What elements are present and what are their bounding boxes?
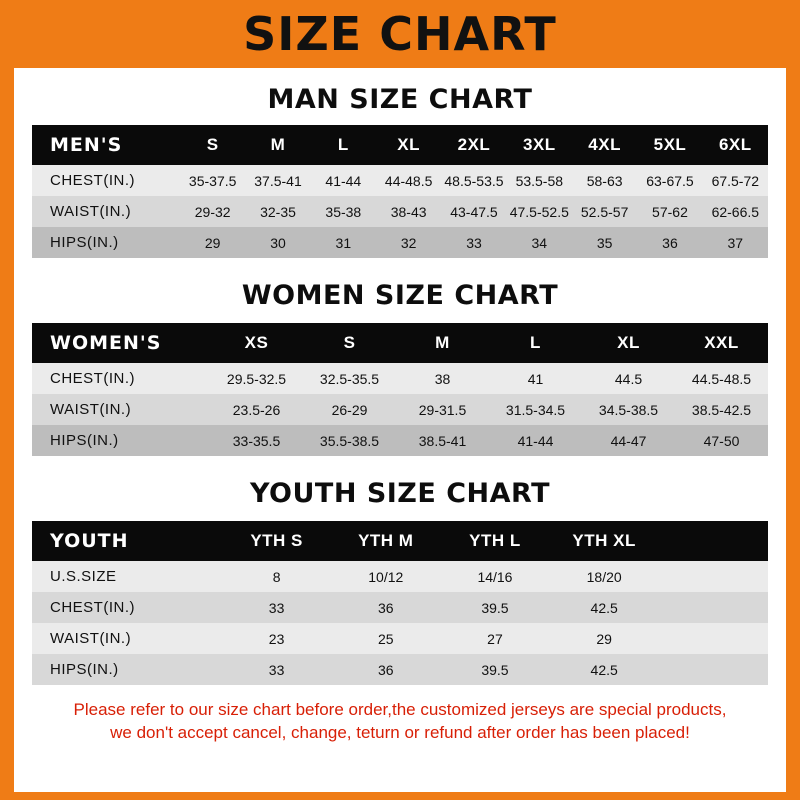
- table-cell: 26-29: [331, 401, 368, 418]
- table-cell: 14/16: [477, 568, 513, 585]
- table-cell: 36: [377, 599, 394, 616]
- table-cell: 31.5-34.5: [505, 401, 566, 418]
- table-cell: 32.5-35.5: [319, 370, 380, 387]
- table-cell: 39.5: [481, 661, 509, 678]
- table-cell: 34.5-38.5: [598, 401, 659, 418]
- women-size-table: [32, 323, 768, 456]
- table-cell: 32-35: [260, 203, 296, 220]
- table-cell: 47.5-52.5: [509, 203, 569, 220]
- table-header-row: [32, 521, 768, 561]
- notice-text: [32, 699, 768, 745]
- column-header: XL: [397, 135, 421, 154]
- table-row: [32, 425, 768, 456]
- table-cell: 67.5-72: [711, 172, 760, 189]
- table-cell: 44.5: [614, 370, 643, 387]
- column-header: 3XL: [522, 135, 556, 154]
- column-header: L: [337, 135, 349, 154]
- row-label: WAIST(IN.): [50, 203, 132, 220]
- table-cell: 32: [400, 234, 417, 251]
- notice-line-2: we don't accept cancel, change, teturn or refund after order has been placed!: [110, 722, 690, 742]
- man-size-section: [14, 84, 786, 258]
- table-cell: 29-32: [194, 203, 231, 220]
- man-section-title: MAN SIZE CHART: [267, 84, 533, 115]
- column-header: 4XL: [588, 135, 621, 154]
- table-cell: 39.5: [481, 599, 509, 616]
- table-cell: 27: [487, 630, 503, 647]
- table-cell: 33: [268, 661, 285, 678]
- table-cell: 35-38: [325, 203, 362, 220]
- table-cell: 34: [531, 234, 548, 251]
- table-cell: 38.5-42.5: [691, 401, 752, 418]
- table-row: [32, 363, 768, 394]
- women-size-section: [14, 280, 786, 456]
- table-cell: [659, 561, 768, 592]
- table-cell: 29.5-32.5: [226, 370, 287, 387]
- column-header: WOMEN'S: [50, 332, 162, 354]
- column-header: 2XL: [457, 135, 491, 154]
- column-header: XL: [617, 333, 640, 352]
- table-cell: 23: [268, 630, 285, 647]
- table-cell: 58-63: [586, 172, 623, 189]
- table-cell: 36: [662, 234, 678, 251]
- row-label: HIPS(IN.): [50, 234, 119, 251]
- table-cell: 44.5-48.5: [691, 370, 752, 387]
- youth-size-table: [32, 521, 768, 685]
- table-cell: 35-37.5: [188, 172, 237, 189]
- table-cell: 23.5-26: [232, 401, 281, 418]
- column-header: [659, 521, 768, 561]
- table-cell: 37.5-41: [254, 172, 302, 189]
- notice-line-1: Please refer to our size chart before order,the customized jerseys are special products,: [73, 700, 727, 719]
- table-row: [32, 394, 768, 425]
- women-section-title: WOMEN SIZE CHART: [241, 280, 559, 311]
- bottom-accent-strip: [0, 792, 800, 800]
- row-label: CHEST(IN.): [50, 599, 135, 616]
- table-header-row: [32, 323, 768, 363]
- table-cell: 38: [434, 370, 451, 387]
- table-cell: 62-66.5: [711, 203, 760, 220]
- row-label: U.S.SIZE: [50, 568, 117, 585]
- column-header: M: [270, 135, 286, 154]
- table-header-row: [32, 125, 768, 165]
- page-title: SIZE CHART: [243, 7, 557, 61]
- table-cell: 48.5-53.5: [444, 172, 504, 189]
- column-header: L: [530, 333, 541, 352]
- table-cell: 63-67.5: [646, 172, 694, 189]
- table-row: [32, 227, 768, 258]
- table-cell: 10/12: [368, 568, 404, 585]
- table-cell: 31: [335, 234, 352, 251]
- table-cell: [659, 592, 768, 623]
- table-row: [32, 592, 768, 623]
- table-cell: 41-44: [517, 432, 554, 449]
- table-cell: 33-35.5: [232, 432, 281, 449]
- column-header: 6XL: [718, 135, 752, 154]
- row-label: HIPS(IN.): [50, 432, 119, 449]
- column-header: XXL: [704, 333, 739, 352]
- column-header: MEN'S: [50, 134, 123, 156]
- row-label: WAIST(IN.): [50, 630, 132, 647]
- table-cell: 47-50: [703, 432, 740, 449]
- table-cell: 35.5-38.5: [319, 432, 380, 449]
- column-header: YTH XL: [572, 531, 636, 550]
- table-cell: 25: [377, 630, 394, 647]
- row-label: WAIST(IN.): [50, 401, 132, 418]
- column-header: XS: [244, 333, 269, 352]
- column-header: M: [435, 333, 450, 352]
- table-cell: 29: [596, 630, 612, 647]
- row-label: CHEST(IN.): [50, 172, 135, 189]
- table-row: [32, 561, 768, 592]
- table-cell: 37: [727, 234, 744, 251]
- column-header: S: [206, 135, 219, 154]
- table-row: [32, 196, 768, 227]
- table-cell: 35: [596, 234, 613, 251]
- table-cell: 18/20: [586, 568, 622, 585]
- row-label: CHEST(IN.): [50, 370, 135, 387]
- table-row: [32, 165, 768, 196]
- table-cell: 38-43: [390, 203, 427, 220]
- table-cell: 29-31.5: [418, 401, 467, 418]
- youth-size-section: [14, 478, 786, 685]
- table-cell: [659, 654, 768, 685]
- table-cell: 43-47.5: [450, 203, 498, 220]
- table-cell: 36: [377, 661, 394, 678]
- table-cell: 42.5: [590, 599, 618, 616]
- table-cell: 42.5: [590, 661, 618, 678]
- table-cell: [659, 623, 768, 654]
- table-row: [32, 654, 768, 685]
- banner: [0, 0, 800, 68]
- column-header: YTH L: [469, 531, 521, 550]
- column-header: YTH S: [250, 531, 303, 550]
- table-cell: 53.5-58: [515, 172, 564, 189]
- column-header: YOUTH: [50, 530, 129, 552]
- table-row: [32, 623, 768, 654]
- column-header: 5XL: [653, 135, 687, 154]
- table-cell: 44-48.5: [384, 172, 433, 189]
- table-cell: 30: [270, 234, 286, 251]
- table-cell: 8: [272, 568, 281, 585]
- column-header: YTH M: [358, 531, 414, 550]
- table-cell: 38.5-41: [418, 432, 467, 449]
- table-cell: 52.5-57: [580, 203, 629, 220]
- column-header: S: [343, 333, 356, 352]
- table-cell: 29: [204, 234, 221, 251]
- table-cell: 57-62: [652, 203, 688, 220]
- youth-section-title: YOUTH SIZE CHART: [249, 478, 551, 509]
- table-cell: 41: [527, 370, 544, 387]
- table-cell: 44-47: [610, 432, 647, 449]
- table-cell: 33: [466, 234, 482, 251]
- table-cell: 33: [268, 599, 285, 616]
- row-label: HIPS(IN.): [50, 661, 119, 678]
- man-size-table: [32, 125, 768, 258]
- table-cell: 41-44: [325, 172, 362, 189]
